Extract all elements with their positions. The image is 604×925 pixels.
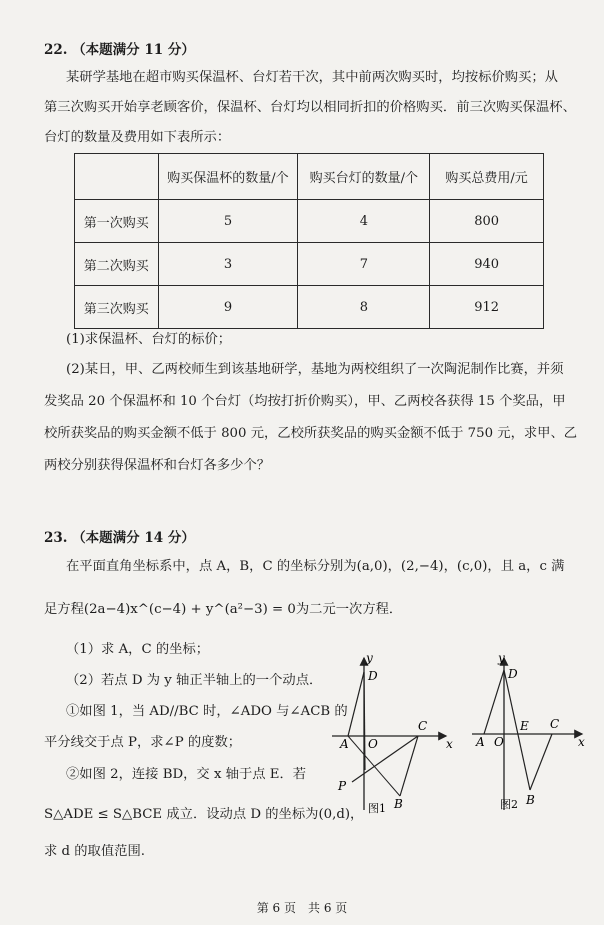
table-header-cell: 购买台灯的数量/个	[298, 154, 430, 200]
q23-sub2b-line: ②如图 2，连接 BD，交 x 轴于点 E．若	[66, 767, 307, 782]
fig1-label-d: D	[368, 669, 378, 683]
fig2-caption: 图2	[500, 798, 518, 811]
figure-2	[468, 650, 588, 820]
q22-sub2-line: 发奖品 20 个保温杯和 10 个台灯（均按打折价购买），甲、乙两校各获得 15 个奖品，甲	[44, 394, 566, 409]
q23-sub2b-line: S△ADE ≤ S△BCE 成立．设动点 D 的坐标为(0,d)，	[44, 807, 364, 822]
q23-sub2: （2）若点 D 为 y 轴正半轴上的一个动点．	[66, 673, 323, 688]
fig2-label-d: D	[508, 667, 518, 681]
table-row	[75, 286, 544, 329]
fig2-label-b: B	[526, 793, 535, 807]
fig1-label-a: A	[340, 737, 349, 751]
q23-sub2b-line: 求 d 的取值范围.	[44, 844, 145, 859]
fig1-label-c: C	[418, 719, 428, 733]
fig1-label-x: x	[446, 737, 453, 751]
fig2-label-c: C	[550, 717, 560, 731]
fig1-label-b: B	[394, 797, 403, 811]
figure-1	[328, 650, 458, 820]
table-cell: 7	[298, 243, 430, 286]
fig1-caption: 图1	[368, 802, 386, 815]
fig1-label-o: O	[368, 737, 378, 751]
table-cell: 800	[430, 200, 544, 243]
segment-ad	[348, 672, 364, 736]
segment-cp	[352, 736, 418, 782]
purchase-table	[74, 153, 544, 329]
q22-paragraph-line: 第三次购买开始享老顾客价，保温杯、台灯均以相同折扣的价格购买．前三次购买保温杯、	[44, 100, 576, 115]
q22-paragraph-line: 某研学基地在超市购买保温杯、台灯若干次，其中前两次购买时，均按标价购买；从	[66, 70, 558, 85]
table-row	[75, 200, 544, 243]
q23-sub1: （1）求 A，C 的坐标；	[66, 642, 210, 657]
table-header-row	[75, 154, 544, 200]
fig2-label-e: E	[520, 719, 529, 733]
segment-cb	[530, 734, 552, 790]
fig2-label-o: O	[494, 735, 504, 749]
table-cell: 第三次购买	[75, 286, 159, 329]
fig1-label-y: y	[366, 651, 373, 665]
table-cell: 3	[158, 243, 298, 286]
fig1-label-p: P	[338, 779, 347, 793]
table-cell: 4	[298, 200, 430, 243]
q22-sub2-line: 校所获奖品的购买金额不低于 800 元，乙校所获奖品的购买金额不低于 750 元，求甲、乙	[44, 426, 578, 441]
table-cell: 第二次购买	[75, 243, 159, 286]
segment-ad	[484, 670, 504, 734]
q23-line: 在平面直角坐标系中，点 A，B，C 的坐标分别为(a,0)，(2,−4)，(c,0)，且 a，c 满	[66, 559, 565, 574]
q23-sub2a-line: 平分线交于点 P，求∠P 的度数；	[44, 735, 242, 750]
table-header-cell: 购买保温杯的数量/个	[158, 154, 298, 200]
table-header-cell	[75, 154, 159, 200]
fig2-label-a: A	[476, 735, 485, 749]
q22-sub2-line: 两校分别获得保温杯和台灯各多少个？	[44, 458, 271, 473]
table-row	[75, 243, 544, 286]
q23-sub2a-line: ①如图 1，当 AD//BC 时，∠ADO 与∠ACB 的	[66, 704, 348, 719]
table-cell: 940	[430, 243, 544, 286]
q22-paragraph-line: 台灯的数量及费用如下表所示：	[44, 130, 231, 145]
q22-sub2-line: (2)某日，甲、乙两校师生到该基地研学，基地为两校组织了一次陶泥制作比赛，并须	[66, 362, 564, 377]
table-cell: 8	[298, 286, 430, 329]
question-23-title: 23. （本题满分 14 分）	[44, 530, 195, 546]
q23-line: 足方程(2a−4)x^(c−4) + y^(a²−3) = 0为二元一次方程．	[44, 602, 403, 617]
q22-sub1: (1)求保温杯、台灯的标价；	[66, 332, 232, 347]
fig2-label-y: y	[498, 651, 505, 665]
page-footer: 第 6 页 共 6 页	[256, 901, 348, 915]
table-header-cell: 购买总费用/元	[430, 154, 544, 200]
table-cell: 9	[158, 286, 298, 329]
fig2-label-x: x	[578, 735, 585, 749]
segment-cb	[400, 736, 418, 796]
table-cell: 5	[158, 200, 298, 243]
table-cell: 912	[430, 286, 544, 329]
question-22-title: 22. （本题满分 11 分）	[44, 42, 195, 58]
table-cell: 第一次购买	[75, 200, 159, 243]
